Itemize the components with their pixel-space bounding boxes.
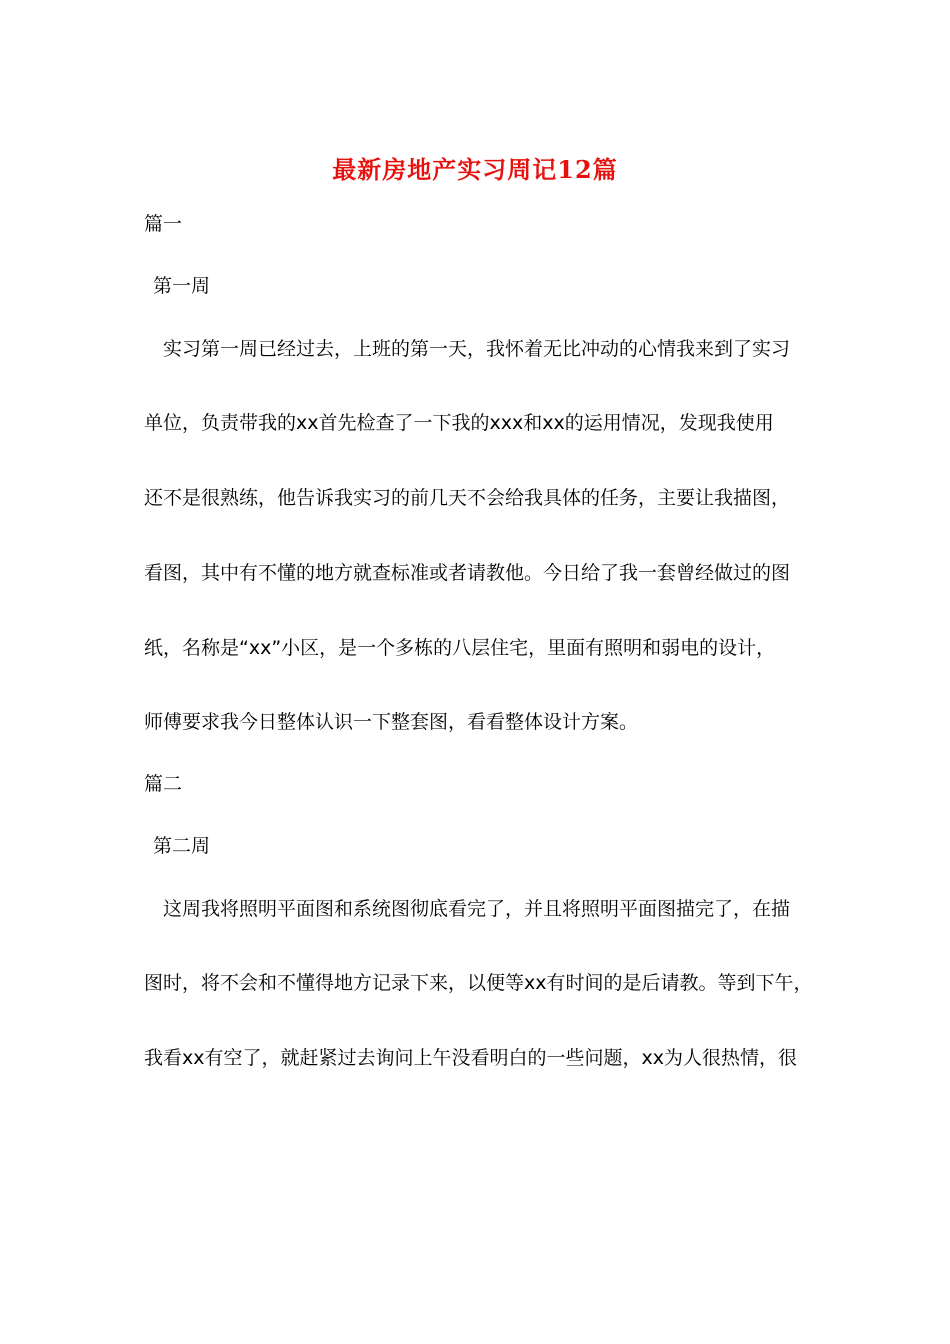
- paragraph-line: 这周我将照明平面图和系统图彻底看完了，并且将照明平面图描完了，在描: [163, 898, 791, 920]
- paragraph-line: 纸，名称是“xx”小区，是一个多栋的八层住宅，里面有照明和弱电的设计，: [144, 637, 776, 659]
- paragraph-line: 实习第一周已经过去，上班的第一天，我怀着无比冲动的心情我来到了实习: [163, 338, 791, 360]
- section-heading: 篇二: [144, 773, 183, 795]
- section-subheading: 第二周: [153, 835, 211, 857]
- paragraph-line: 看图，其中有不懂的地方就查标准或者请教他。今日给了我一套曾经做过的图: [144, 562, 791, 584]
- paragraph-line: 还不是很熟练，他告诉我实习的前几天不会给我具体的任务，主要让我描图，: [144, 487, 791, 509]
- section-subheading: 第一周: [153, 275, 211, 297]
- paragraph-line: 我看xx有空了，就赶紧过去询问上午没看明白的一些问题，xx为人很热情，很: [144, 1047, 797, 1069]
- paragraph-line: 师傅要求我今日整体认识一下整套图，看看整体设计方案。: [144, 711, 639, 733]
- section-heading: 篇一: [144, 213, 183, 235]
- document-title: 最新房地产实习周记12篇: [332, 155, 618, 184]
- paragraph-line: 单位，负责带我的xx首先检查了一下我的xxx和xx的运用情况，发现我使用: [144, 412, 774, 434]
- paragraph-line: 图时，将不会和不懂得地方记录下来，以便等xx有时间的是后请教。等到下午，: [144, 972, 813, 994]
